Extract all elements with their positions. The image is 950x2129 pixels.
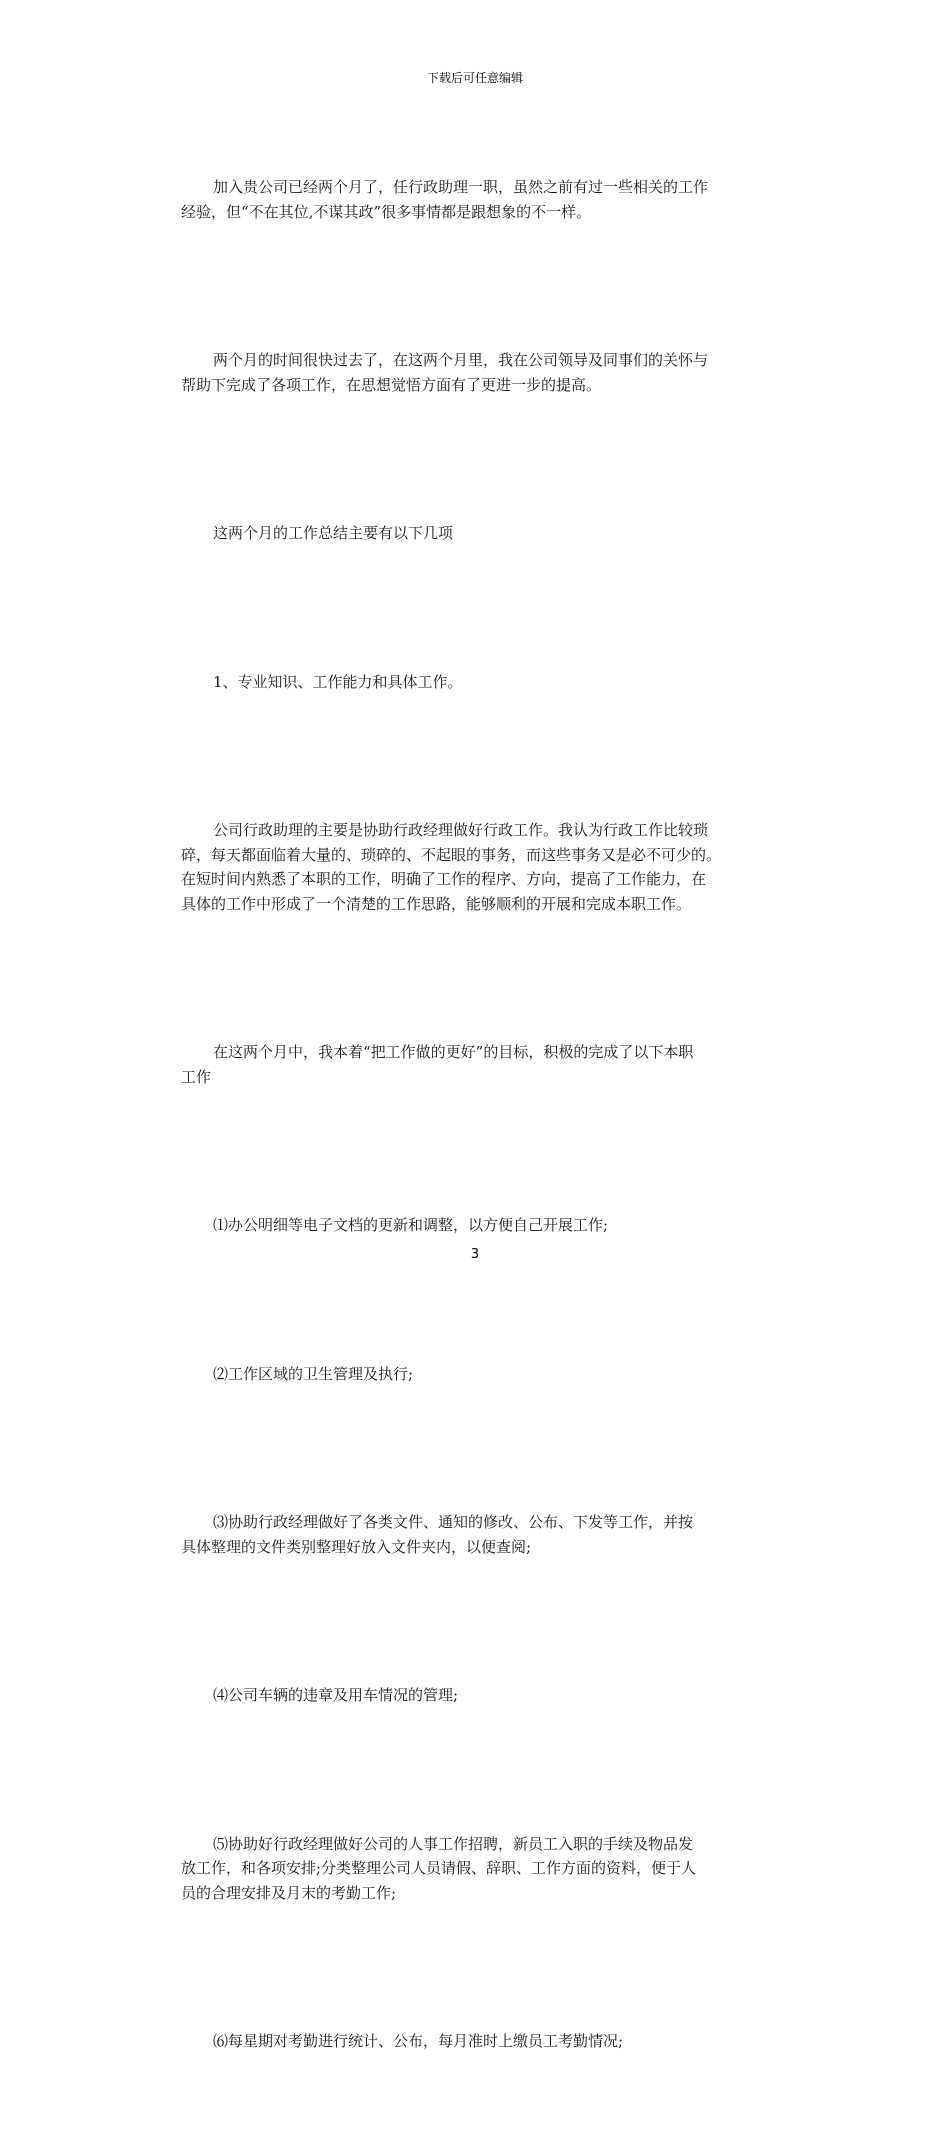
list-item bbox=[181, 1783, 777, 1955]
paragraph bbox=[181, 299, 777, 446]
page-number: 3 bbox=[470, 1247, 480, 1262]
list-item bbox=[181, 1164, 777, 1287]
text-line: 具体整理的文件类别整理好放入文件夹内，以便查阅; bbox=[181, 1537, 532, 1556]
text-line: 加入贵公司已经两个月了，任行政助理一职，虽然之前有过一些相关的工作 bbox=[213, 178, 709, 196]
list-item bbox=[181, 1634, 777, 1757]
paragraph bbox=[181, 769, 777, 965]
text-line: ⑹每星期对考勤进行统计、公布，每月准时上缴员工考勤情况; bbox=[213, 2032, 624, 2050]
page-header: 下载后可任意编辑 bbox=[426, 71, 523, 85]
list-item bbox=[181, 1980, 777, 2103]
list-item bbox=[181, 1461, 777, 1608]
text-line: ⑴办公明细等电子文档的更新和调整，以方便自己开展工作; bbox=[213, 1216, 609, 1234]
text-line: 这两个月的工作总结主要有以下几项 bbox=[213, 524, 454, 542]
text-line: 公司行政助理的主要是协助行政经理做好行政工作。我认为行政工作比较琐 bbox=[213, 821, 709, 839]
text-line: ⑶协助行政经理做好了各类文件、通知的修改、公布、下发等工作，并按 bbox=[213, 1513, 694, 1531]
text-line: ⑵工作区域的卫生管理及执行; bbox=[213, 1364, 414, 1383]
text-line: ⑷公司车辆的违章及用车情况的管理; bbox=[213, 1686, 459, 1704]
text-line: 经验，但“不在其位,不谋其政”很多事情都是跟想象的不一样。 bbox=[181, 202, 592, 221]
paragraph bbox=[181, 126, 777, 273]
text-line: 在这两个月中，我本着“把工作做的更好”的目标，积极的完成了以下本职 bbox=[213, 1043, 694, 1061]
text-line: 具体的工作中形成了一个清楚的工作思路，能够顺利的开展和完成本职工作。 bbox=[181, 894, 692, 913]
text-line: 碎，每天都面临着大量的、琐碎的、不起眼的事务，而这些事务又是必不可少的。 bbox=[181, 845, 722, 864]
paragraph bbox=[181, 472, 777, 595]
paragraph bbox=[181, 991, 777, 1138]
text-line: 帮助下完成了各项工作，在思想觉悟方面有了更进一步的提高。 bbox=[181, 375, 602, 394]
text-line: 放工作，和各项安排;分类整理公司人员请假、辞职、工作方面的资料，便于人 bbox=[181, 1859, 697, 1877]
document-body bbox=[181, 126, 777, 2129]
text-line: 1、专业知识、工作能力和具体工作。 bbox=[213, 672, 463, 691]
text-line: 员的合理安排及月末的考勤工作; bbox=[181, 1883, 397, 1902]
text-line: 两个月的时间很快过去了，在这两个月里，我在公司领导及同事们的关怀与 bbox=[213, 351, 709, 369]
section-heading bbox=[181, 621, 777, 744]
list-item bbox=[181, 1313, 777, 1436]
text-line: 工作 bbox=[181, 1067, 212, 1086]
text-line: 在短时间内熟悉了本职的工作，明确了工作的程序、方向，提高了工作能力，在 bbox=[181, 870, 707, 888]
text-line: ⑸协助好行政经理做好公司的人事工作招聘，新员工入职的手续及物品发 bbox=[213, 1834, 694, 1853]
